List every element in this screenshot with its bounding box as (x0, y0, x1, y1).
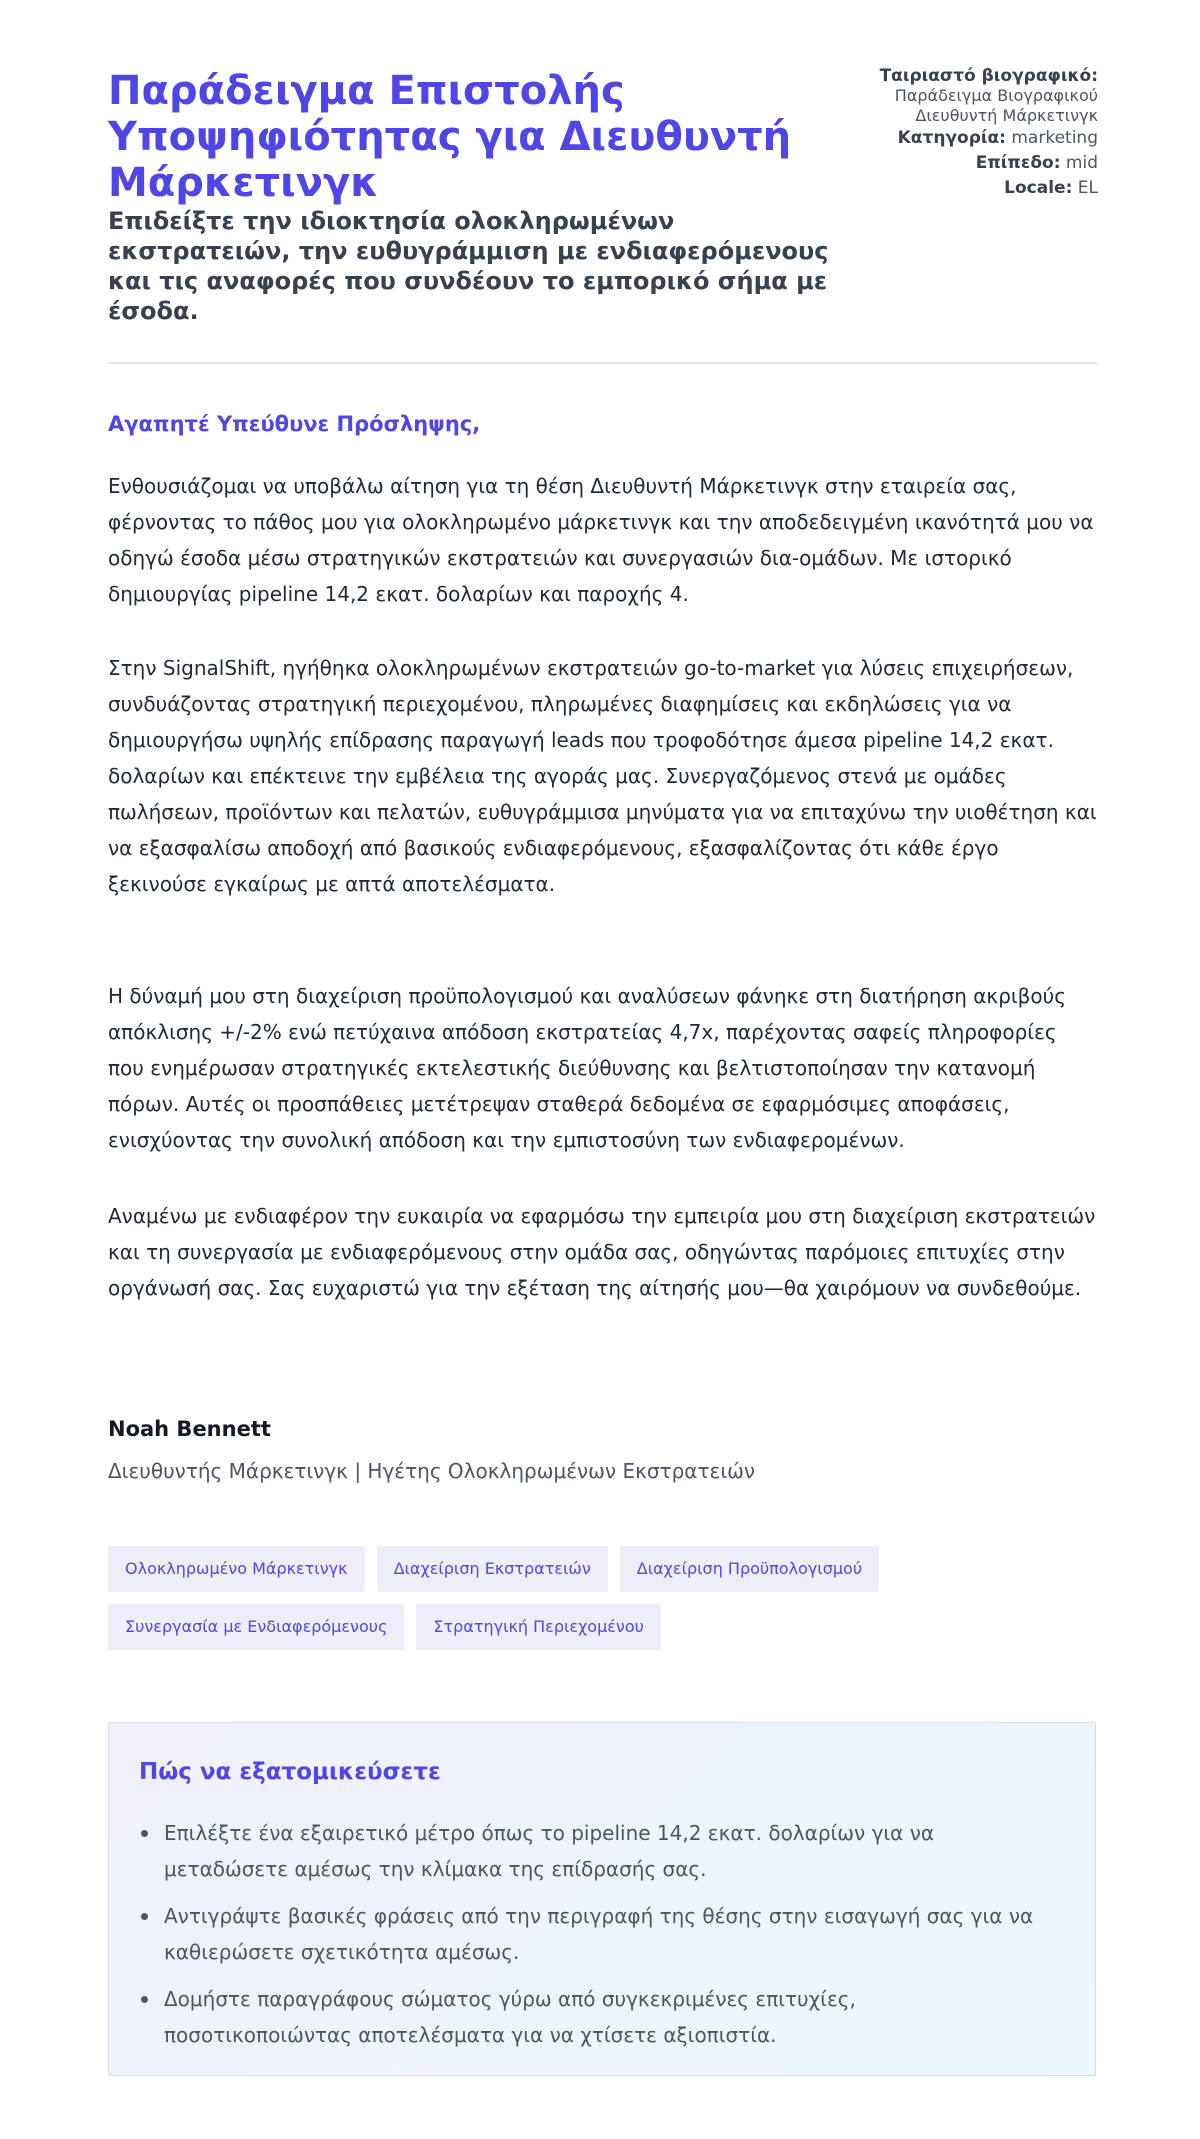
meta-category-label: Κατηγορία: (897, 128, 1006, 148)
letter-paragraph-1: Ενθουσιάζομαι να υποβάλω αίτηση για τη θέση Διευθυντή Μάρκετινγκ στην εταιρεία σας, φέρνοντας το πάθος μου για ολοκληρωμένο μάρκετινγκ και την αποδεδειγμένη ικανότητά μου να οδηγώ έσοδα μέσω στρατηγικών εκστρατειών και συνεργασιών δια-ομάδων. Με ιστορικό δημιουργίας pipeline 14,2 εκατ. δολαρίων και παροχής 4. (108, 474, 1094, 606)
letter-salutation: Αγαπητέ Υπεύθυνε Πρόσληψης, (108, 412, 481, 436)
page-title: Παράδειγμα Επιστολής Υποψηφιότητας για Διευθυντή Μάρκετινγκ (108, 68, 792, 206)
page-content (108, 0, 1098, 2047)
meta-level-label: Επίπεδο: (975, 153, 1061, 173)
skill-tag: Συνεργασία με Ενδιαφερόμενους (108, 1604, 404, 1650)
tip-text: Επιλέξτε ένα εξαιρετικό μέτρο όπως το pipeline 14,2 εκατ. δολαρίων για να μεταδώσετε αμέσως την κλίμακα της επίδρασής σας. (164, 1821, 935, 1881)
signature-role: Διευθυντής Μάρκετινγκ | Ηγέτης Ολοκληρωμένων Εκστρατειών (108, 1459, 756, 1483)
letter-paragraph-2: Στην SignalShift, ηγήθηκα ολοκληρωμένων εκστρατειών go-to-market για λύσεις επιχειρήσεων, συνδυάζοντας στρατηγική περιεχομένου, πληρωμένες διαφημίσεις και εκδηλώσεις για να δημιουργήσω υψηλής επίδρασης παραγωγή leads που τροφοδότησε άμεσα pipeline 14,2 εκατ. δολαρίων και επέκτεινε την εμβέλεια της αγοράς μας. Συνεργαζόμενος στενά με ομάδες πωλήσεων, προϊόντων και πελατών, ευθυγράμμισα μηνύματα για να επιταχύνω την υιοθέτηση και να εξασφαλίσω αποδοχή από βασικούς ενδιαφερόμενους, εξασφαλίζοντας ότι κάθε έργο ξεκινούσε εγκαίρως με απτά αποτελέσματα. (108, 656, 1097, 896)
tips-title: Πώς να εξατομικεύσετε (139, 1759, 441, 1785)
meta-resume (848, 66, 1098, 126)
meta-level-value: mid (1065, 153, 1098, 173)
tips-list (139, 1815, 1039, 2064)
bullet-icon (141, 1913, 148, 1920)
meta-level (848, 151, 1098, 176)
meta-resume-label: Ταιριαστό βιογραφικό: (879, 66, 1098, 86)
skill-tag: Στρατηγική Περιεχομένου (416, 1604, 661, 1650)
bullet-icon (141, 1830, 148, 1837)
meta-locale-value: EL (1077, 178, 1098, 198)
list-item (139, 1815, 1039, 1887)
skill-tag: Ολοκληρωμένο Μάρκετινγκ (108, 1546, 365, 1592)
tip-text: Αντιγράψτε βασικές φράσεις από την περιγραφή της θέσης στην εισαγωγή σας για να καθιερώσετε σχετικότητα αμέσως. (164, 1904, 1034, 1964)
meta-locale (848, 176, 1098, 201)
meta-resume-value: Παράδειγμα Βιογραφικού Διευθυντή Μάρκετινγκ (894, 86, 1098, 125)
letter-paragraph-4: Αναμένω με ενδιαφέρον την ευκαιρία να εφαρμόσω την εμπειρία μου στη διαχείριση εκστρατειών και τη συνεργασία με ενδιαφερόμενους στην ομάδα σας, οδηγώντας παρόμοιες επιτυχίες στην οργάνωσή σας. Σας ευχαριστώ για την εξέταση της αίτησής μου—θα χαιρόμουν να συνδεθούμε. (108, 1204, 1096, 1300)
personalize-tips-box (108, 1722, 1096, 2076)
meta-locale-label: Locale: (1004, 178, 1073, 198)
page-subtitle: Επιδείξτε την ιδιοκτησία ολοκληρωμένων εκστρατειών, την ευθυγράμμιση με ενδιαφερόμενους και τις αναφορές που συνδέουν το εμπορικό σήμα με έσοδα. (108, 207, 829, 325)
bullet-icon (141, 1996, 148, 2003)
meta-category-value: marketing (1011, 128, 1098, 148)
meta-category (848, 126, 1098, 151)
meta-panel (848, 66, 1098, 201)
list-item (139, 1898, 1039, 1970)
skill-tag: Διαχείριση Εκστρατειών (377, 1546, 608, 1592)
skill-tag: Διαχείριση Προϋπολογισμού (620, 1546, 879, 1592)
tip-text: Δομήστε παραγράφους σώματος γύρω από συγκεκριμένες επιτυχίες, ποσοτικοποιώντας αποτελέσματα για να χτίσετε αξιοπιστία. (164, 1987, 856, 2047)
signature-name: Noah Bennett (108, 1417, 271, 1441)
page-header (108, 0, 1098, 364)
skill-tags (108, 1546, 1098, 1650)
letter-paragraph-3: Η δύναμή μου στη διαχείριση προϋπολογισμού και αναλύσεων φάνηκε στη διατήρηση ακριβούς απόκλισης +/-2% ενώ πετύχαινα απόδοση εκστρατείας 4,7x, παρέχοντας σαφείς πληροφορίες που ενημέρωσαν στρατηγικές εκτελεστικής διεύθυνσης και βελτιστοποίησαν την κατανομή πόρων. Αυτές οι προσπάθειες μετέτρεψαν σταθερά δεδομένα σε εφαρμόσιμες αποφάσεις, ενισχύοντας την συνολική απόδοση και την εμπιστοσύνη των ενδιαφερομένων. (108, 984, 1066, 1152)
list-item (139, 1981, 1039, 2053)
